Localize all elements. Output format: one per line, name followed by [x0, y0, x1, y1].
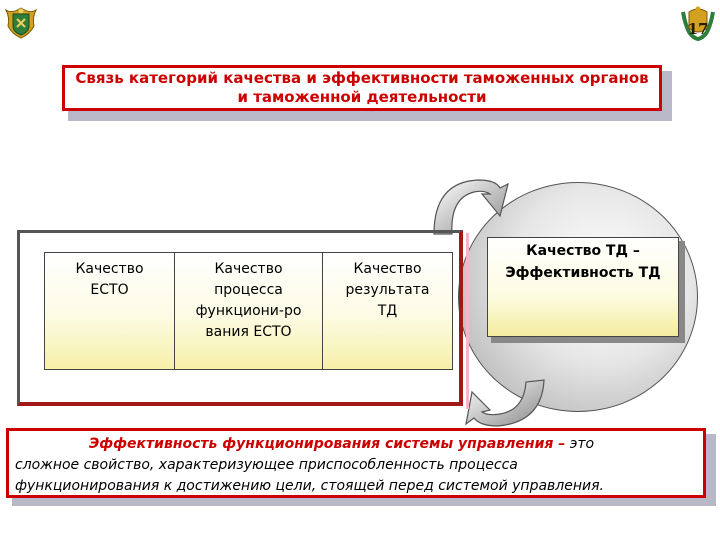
categories-table: [44, 252, 453, 370]
quality-box-line-1: Качество ТД –: [526, 243, 640, 259]
title-line-1: Связь категорий качества и эффективности таможенных органов: [75, 69, 649, 87]
definition-line-3: функционирования к достижению цели, стоящей перед системой управления.: [15, 478, 604, 494]
page-title: [62, 65, 662, 111]
quality-box-line-2: Эффективность ТД: [505, 265, 661, 281]
quality-td-box: [487, 237, 679, 337]
frame-divider: [466, 233, 469, 409]
page-number: 17: [687, 20, 709, 38]
title-line-2: и таможенной деятельности: [237, 88, 487, 106]
definition-term: Эффективность функционирования системы управления –: [89, 436, 566, 452]
cell-result-quality: Качество результата ТД: [345, 261, 430, 319]
cell-process-quality: Качество процесса функциони-ро вания ЕСТО: [175, 253, 323, 369]
cell-esto-quality: Качество ЕСТО: [45, 253, 175, 369]
definition-line-2: сложное свойство, характеризующее приспособленность процесса: [15, 457, 518, 473]
customs-emblem-icon: [4, 4, 38, 42]
definition-line-1: это: [569, 436, 595, 452]
cyclic-arrow-icon: [458, 378, 548, 434]
definition-box: [6, 428, 706, 498]
